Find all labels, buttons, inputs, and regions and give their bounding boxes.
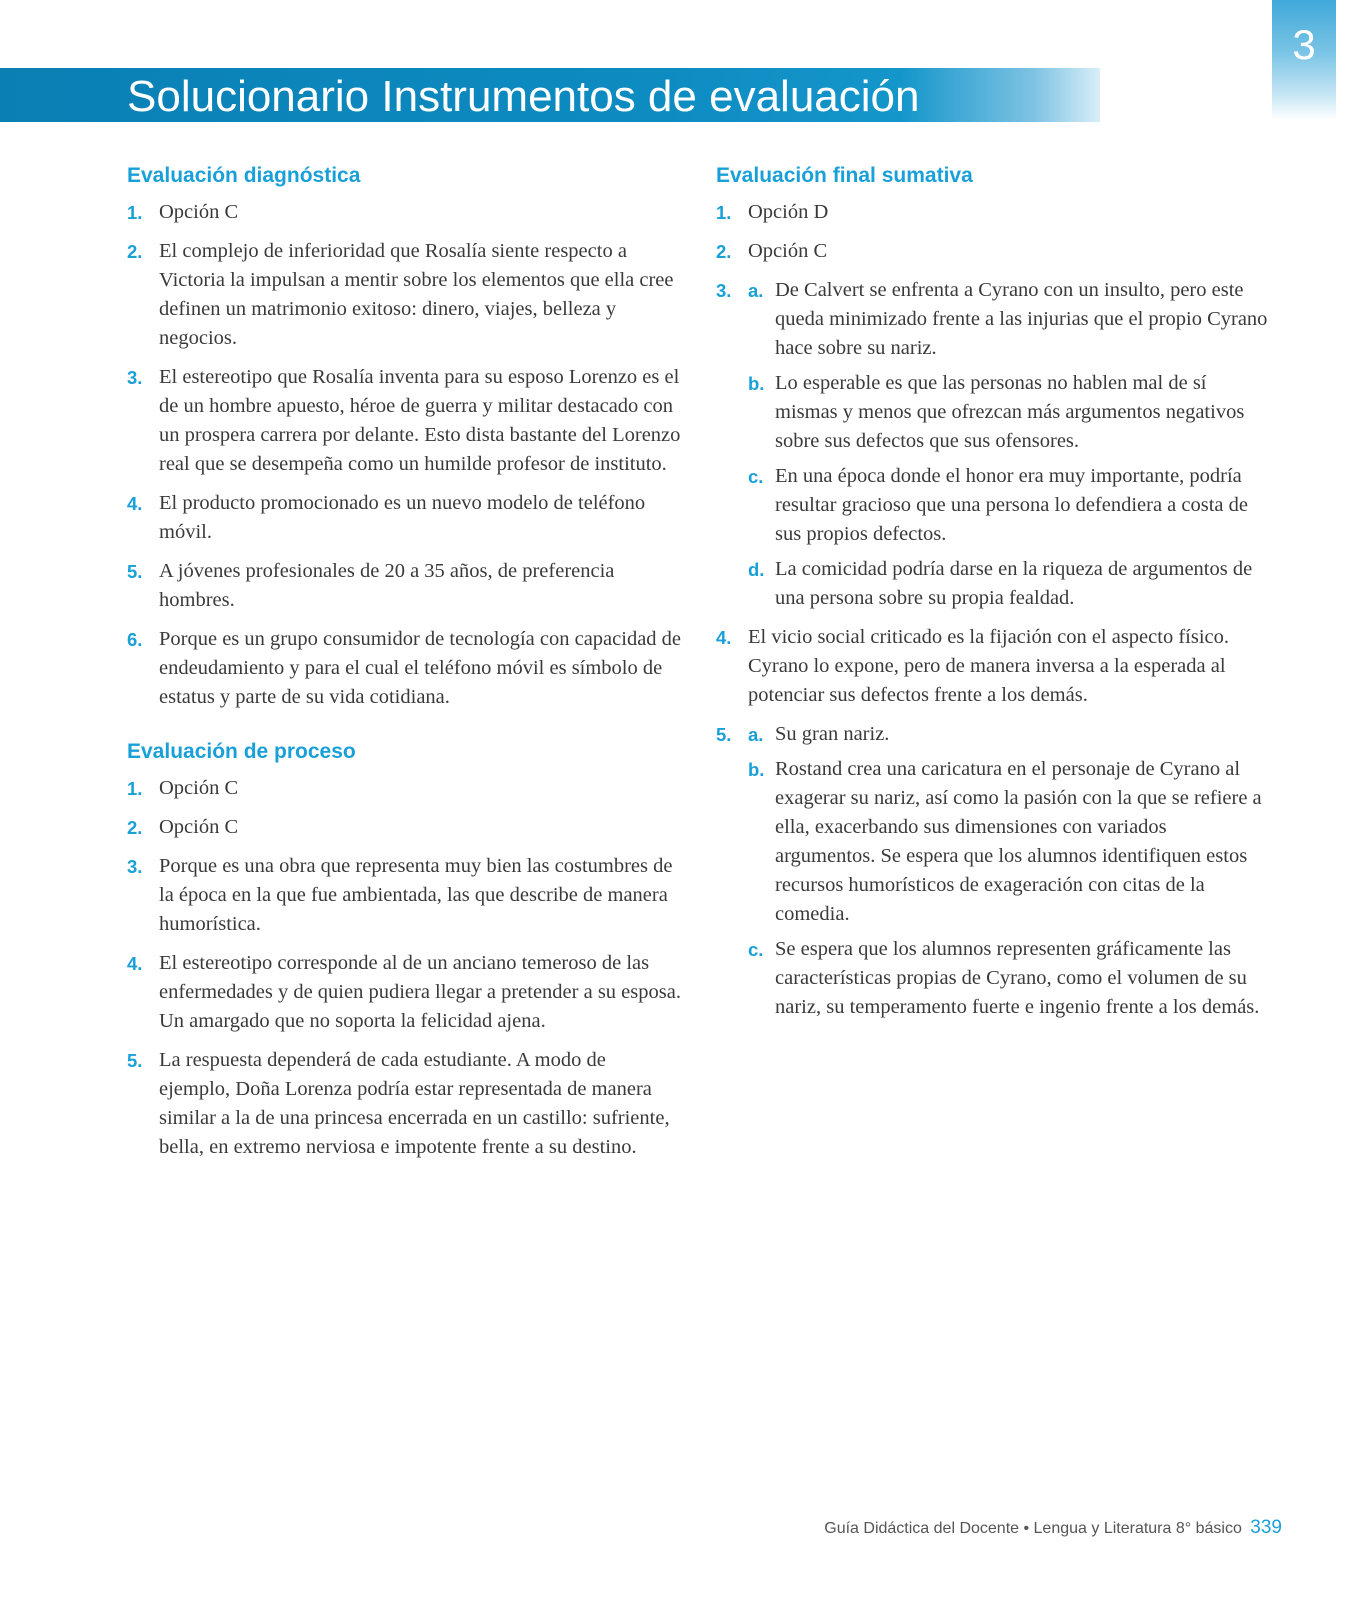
item-number: 6. <box>127 629 143 650</box>
sub-item-text: En una época donde el honor era muy importante, podría resultar gracioso que una persona lo defendiera a costa de sus propios defectos. <box>775 465 1249 545</box>
list-item <box>127 949 682 1036</box>
item-text: El estereotipo que Rosalía inventa para su esposo Lorenzo es el de un hombre apuesto, héroe de guerra y militar destacado con un prospera carrera por delante. Esto dista bastante del Lorenzo real que se desempeña como un humilde profesor de instituto. <box>159 366 681 475</box>
list-item <box>127 198 682 227</box>
item-number: 4. <box>127 953 143 974</box>
item-number: 3. <box>127 367 143 388</box>
sub-item-text: Su gran nariz. <box>775 723 890 745</box>
sub-item-letter: b. <box>748 759 765 780</box>
sub-item <box>748 369 1271 456</box>
sub-item <box>748 755 1271 929</box>
item-text: A jóvenes profesionales de 20 a 35 años, de preferencia hombres. <box>159 560 615 611</box>
list-item <box>716 720 1271 1022</box>
section-title-proceso: Evaluación de proceso <box>127 740 356 763</box>
page-footer <box>824 1516 1282 1541</box>
item-text: El complejo de inferioridad que Rosalía siente respecto a Victoria la impulsan a mentir sobre los elementos que ella cree definen un matrimonio exitoso: dinero, viajes, belleza y negocios. <box>159 240 674 349</box>
item-text: El vicio social criticado es la fijación con el aspecto físico. Cyrano lo expone, pero de manera inversa a la esperada al potenciar sus defectos frente a los demás. <box>748 626 1229 706</box>
sub-item-letter: d. <box>748 559 765 580</box>
sub-item-text: Se espera que los alumnos representen gráficamente las características propias de Cyrano, como el volumen de su nariz, su temperamento fuerte e ingenio frente a los demás. <box>775 938 1260 1018</box>
item-text: El estereotipo corresponde al de un anciano temeroso de las enfermedades y de quien pudiera llegar a pretender a su esposa. Un amargado que no soporta la felicidad ajena. <box>159 952 681 1032</box>
item-text: Opción C <box>159 201 239 223</box>
sub-item <box>748 276 1271 363</box>
sub-item <box>748 720 1271 749</box>
sub-item <box>748 555 1271 613</box>
item-text: Opción C <box>748 240 828 262</box>
item-number: 3. <box>127 856 143 877</box>
item-text: El producto promocionado es un nuevo modelo de teléfono móvil. <box>159 492 646 543</box>
list-item <box>127 237 682 353</box>
item-number: 1. <box>127 778 143 799</box>
item-text: Opción D <box>748 201 829 223</box>
list-item <box>127 1046 682 1162</box>
sub-item-text: La comicidad podría darse en la riqueza de argumentos de una persona sobre su propia fealdad. <box>775 558 1253 609</box>
sub-item-letter: b. <box>748 373 765 394</box>
item-number: 5. <box>127 561 143 582</box>
sub-item-letter: c. <box>748 466 764 487</box>
sub-item-letter: a. <box>748 724 764 745</box>
section-title-final-sumativa: Evaluación final sumativa <box>716 164 973 187</box>
page-number: 339 <box>1250 1517 1282 1538</box>
unit-tab: 3 <box>1272 0 1336 120</box>
list-item <box>127 774 682 803</box>
item-number: 4. <box>716 627 732 648</box>
item-text: La respuesta dependerá de cada estudiante. A modo de ejemplo, Doña Lorenza podría estar representada de manera similar a la de una princesa encerrada en un castillo: sufriente, bella, en extremo nerviosa e impotente frente a su destino. <box>159 1049 670 1158</box>
sub-item-text: Lo esperable es que las personas no hablen mal de sí mismas y menos que ofrezcan más argumentos negativos sobre sus defectos que sus ofensores. <box>775 372 1245 452</box>
item-text: Opción C <box>159 816 239 838</box>
right-column <box>716 160 1271 1032</box>
sub-item <box>748 462 1271 549</box>
list-item <box>716 198 1271 227</box>
sub-item-text: Rostand crea una caricatura en el personaje de Cyrano al exagerar su nariz, así como la pasión con la que se refiere a ella, exacerbando sus dimensiones con variados argumentos. Se espera que los alumnos identifiquen estos recursos humorísticos de exageración con citas de la comedia. <box>775 758 1262 925</box>
list-item <box>127 557 682 615</box>
item-number: 5. <box>127 1050 143 1071</box>
item-number: 2. <box>127 241 143 262</box>
item-number: 1. <box>127 202 143 223</box>
list-item <box>127 625 682 712</box>
item-number: 3. <box>716 280 732 301</box>
list-item <box>127 489 682 547</box>
list-item <box>127 852 682 939</box>
sub-item <box>748 935 1271 1022</box>
sub-item-text: De Calvert se enfrenta a Cyrano con un insulto, pero este queda minimizado frente a las injurias que el propio Cyrano hace sobre su nariz. <box>775 279 1268 359</box>
list-item <box>716 237 1271 266</box>
sub-item-letter: a. <box>748 280 764 301</box>
list-item <box>716 276 1271 613</box>
left-column <box>127 160 682 1172</box>
item-number: 2. <box>716 241 732 262</box>
item-text: Porque es un grupo consumidor de tecnología con capacidad de endeudamiento y para el cual el teléfono móvil es símbolo de estatus y parte de su vida cotidiana. <box>159 628 682 708</box>
sub-item-letter: c. <box>748 939 764 960</box>
footer-text: Guía Didáctica del Docente • Lengua y Literatura 8° básico <box>824 1520 1242 1537</box>
item-number: 2. <box>127 817 143 838</box>
item-number: 5. <box>716 724 732 745</box>
list-item <box>127 363 682 479</box>
section-title-diagnostica: Evaluación diagnóstica <box>127 164 361 187</box>
item-number: 4. <box>127 493 143 514</box>
list-item <box>716 623 1271 710</box>
item-number: 1. <box>716 202 732 223</box>
page-title: Solucionario Instrumentos de evaluación <box>127 72 920 121</box>
item-text: Porque es una obra que representa muy bien las costumbres de la época en la que fue ambientada, las que describe de manera humorística. <box>159 855 673 935</box>
item-text: Opción C <box>159 777 239 799</box>
list-item <box>127 813 682 842</box>
